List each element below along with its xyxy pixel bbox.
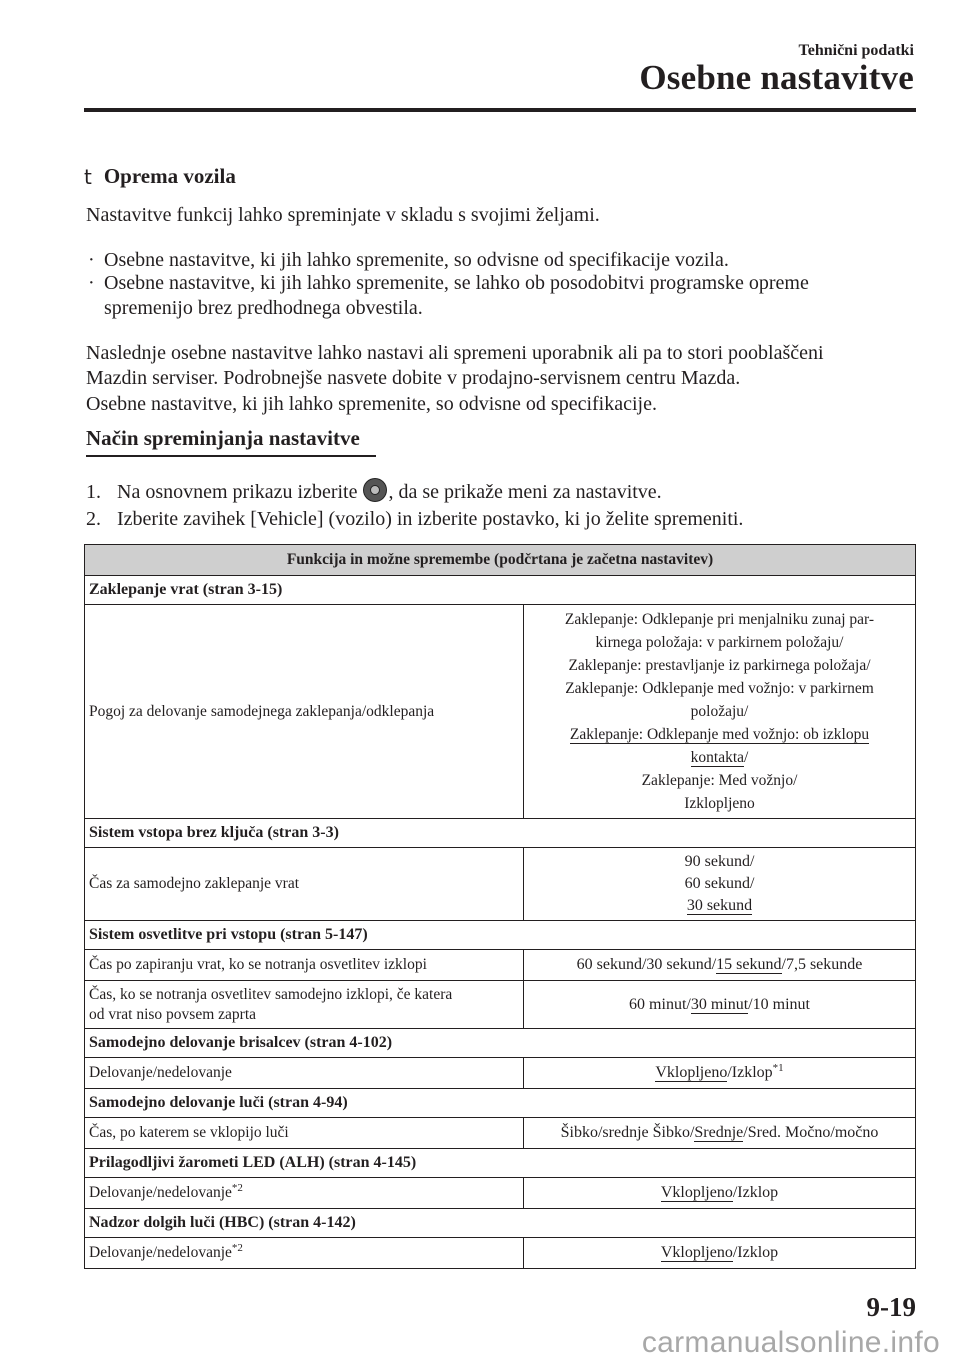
table-row: [85, 1238, 916, 1269]
page-number: 9-19: [866, 1292, 916, 1322]
setting-label: Pogoj za delovanje samodejnega zaklepanja/odklepanja: [85, 605, 524, 819]
setting-options: Vklopljeno/Izklop: [524, 1178, 916, 1209]
setting-label: Čas za samodejno zaklepanje vrat: [85, 848, 524, 921]
setting-options: 60 minut/30 minut/10 minut: [524, 981, 916, 1029]
page-title: Osebne nastavitve: [639, 58, 914, 97]
default-option: 15 sekund: [716, 956, 782, 973]
category-row: Nadzor dolgih luči (HBC) (stran 4-142): [85, 1209, 916, 1238]
bullet-item: · Osebne nastavitve, ki jih lahko spremenite, se lahko ob posodobitvi programske opreme: [88, 269, 809, 298]
header-section: Tehnični podatki: [798, 42, 914, 59]
category-row: Sistem vstopa brez ključa (stran 3-3): [85, 819, 916, 848]
paragraph-line: Mazdin serviser. Podrobnejše nasvete dobite v prodajno-servisnem centru Mazda.: [86, 367, 741, 389]
setting-label: Delovanje/nedelovanje$^{*2}$: [85, 1178, 524, 1209]
table-row: [85, 605, 916, 819]
default-option: Srednje: [694, 1124, 744, 1141]
default-option: 30 minut: [690, 995, 749, 1013]
setting-options: Šibko/srednje Šibko/Srednje/Sred. Močno/močno: [524, 1118, 916, 1149]
setting-options: Zaklepanje: Odklepanje pri menjalniku zunaj par- kirnega položaja: v parkirnem položaju/ Zaklepanje: prestavljanje iz parkirnega položaja/ Zaklepanje: Odklepanje med vožnjo: v parkirnem položaju/ Zaklepanje: Odklepanje med vožnjo: ob izklopu kontakta/ Zaklepanje: Med vožnjo/ Izklopljeno: [524, 605, 916, 819]
default-option: Vklopljeno: [655, 1064, 728, 1081]
table-row: [85, 981, 916, 1029]
section-mark-icon: t: [84, 164, 92, 189]
setting-label: Čas, ko se notranja osvetlitev samodejno izklopi, če katera od vrat niso povsem zaprta: [85, 981, 524, 1029]
category-row: Sistem osvetlitve pri vstopu (stran 5-147): [85, 921, 916, 950]
table-row: [85, 950, 916, 981]
intro-paragraph: Nastavitve funkcij lahko spreminjate v skladu s svojimi željami.: [86, 204, 600, 226]
watermark: carmanualsonline.info: [641, 1326, 940, 1359]
subheading-underline: [86, 455, 376, 457]
bullet-dot-icon: ·: [88, 272, 95, 294]
step-number: 2.: [86, 508, 101, 530]
table-row: [85, 1058, 916, 1089]
default-option: kontakta: [690, 749, 745, 766]
setting-options: 60 sekund/30 sekund/15 sekund/7,5 sekunde: [524, 950, 916, 981]
settings-gear-icon: [364, 479, 386, 501]
setting-label: Delovanje/nedelovanje: [85, 1058, 524, 1089]
setting-label: Čas, po katerem se vklopijo luči: [85, 1118, 524, 1149]
table-row: [85, 848, 916, 921]
paragraph-line: Naslednje osebne nastavitve lahko nastavi ali spremeni uporabnik ali pa to stori pooblaščeni: [86, 342, 824, 364]
default-option: Vklopljeno: [660, 1244, 733, 1261]
setting-options: Vklopljeno/Izklop$^{*1}$: [524, 1058, 916, 1089]
bullet-continuation: spremenijo brez predhodnega obvestila.: [104, 297, 423, 319]
bullet-dot-icon: ·: [88, 249, 95, 271]
step-1: 1. Na osnovnem prikazu izberite , da se prikaže meni za nastavitve.: [86, 478, 662, 507]
category-row: Samodejno delovanje luči (stran 4-94): [85, 1089, 916, 1118]
header-rule: [84, 108, 916, 112]
table-row: [85, 1118, 916, 1149]
setting-label: Delovanje/nedelovanje$^{*2}$: [85, 1238, 524, 1269]
default-option: 30 sekund: [686, 897, 753, 914]
category-row: Prilagodljivi žarometi LED (ALH) (stran 4-145): [85, 1149, 916, 1178]
step-number: 1.: [86, 481, 101, 503]
setting-options: 90 sekund/ 60 sekund/ 30 sekund: [524, 848, 916, 921]
settings-table: [84, 544, 916, 1269]
category-row: Zaklepanje vrat (stran 3-15): [85, 576, 916, 605]
table-header: Funkcija in možne spremembe (podčrtana je začetna nastavitev): [85, 545, 916, 576]
bullet-item: · Osebne nastavitve, ki jih lahko spremenite, so odvisne od specifikacije vozila.: [88, 246, 729, 275]
table-row: [85, 1178, 916, 1209]
section-title-text: Oprema vozila: [103, 164, 236, 188]
default-option: Vklopljeno: [660, 1184, 733, 1201]
category-row: Samodejno delovanje brisalcev (stran 4-102): [85, 1029, 916, 1058]
step-2: 2. Izberite zavihek [Vehicle] (vozilo) in izberite postavko, ki jo želite spremeniti.: [86, 505, 743, 534]
setting-label: Čas po zapiranju vrat, ko se notranja osvetlitev izklopi: [85, 950, 524, 981]
default-option: Zaklepanje: Odklepanje med vožnjo: ob izklopu: [569, 726, 870, 743]
setting-options: Vklopljeno/Izklop: [524, 1238, 916, 1269]
paragraph-line: Osebne nastavitve, ki jih lahko spremenite, so odvisne od specifikacije.: [86, 393, 657, 415]
section-title: [84, 164, 236, 189]
subheading: Način spreminjanja nastavitve: [86, 426, 360, 450]
